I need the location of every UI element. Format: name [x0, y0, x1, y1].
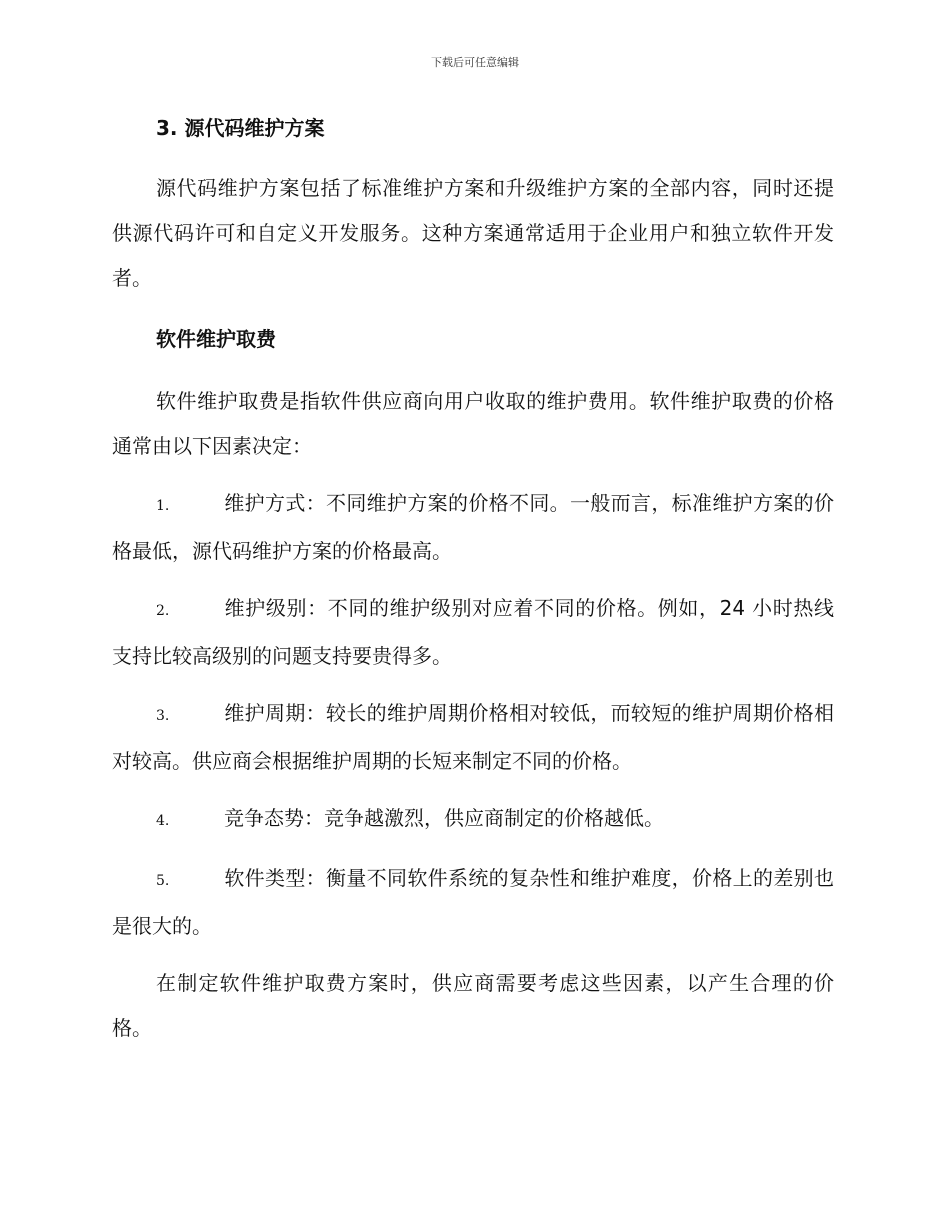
list-item-number: 4.: [156, 813, 170, 829]
list-item-number: 3.: [156, 708, 170, 724]
document-content: [112, 112, 834, 1051]
list-item: [112, 691, 834, 784]
list-item: [112, 586, 834, 679]
list-item-text: 竞争态势：竞争越激烈，供应商制定的价格越低。: [224, 806, 664, 830]
list-item: [112, 796, 834, 844]
list-item-text: 软件类型：衡量不同软件系统的复杂性和维护难度，价格上的差别也是很大的。: [112, 866, 834, 938]
list-item-text: 维护级别：不同的维护级别对应着不同的价格。例如，24 小时热线支持比较高级别的问题支持要贵得多。: [112, 596, 834, 668]
fees-intro-paragraph: 软件维护取费是指软件供应商向用户收取的维护费用。软件维护取费的价格通常由以下因素决定：: [112, 389, 834, 458]
fees-section-title: 软件维护取费: [156, 327, 276, 351]
list-item-text: 维护周期：较长的维护周期价格相对较低，而较短的维护周期价格相对较高。供应商会根据维护周期的长短来制定不同的价格。: [112, 701, 834, 773]
list-item: [112, 481, 834, 574]
list-item-number: 1.: [156, 498, 170, 514]
section-3-title: 3. 源代码维护方案: [156, 116, 325, 140]
page-header-note: 下载后可任意编辑: [431, 56, 519, 69]
section-3-paragraph: 源代码维护方案包括了标准维护方案和升级维护方案的全部内容，同时还提供源代码许可和自定义开发服务。这种方案通常适用于企业用户和独立软件开发者。: [112, 176, 834, 290]
closing-paragraph: 在制定软件维护取费方案时，供应商需要考虑这些因素，以产生合理的价格。: [112, 971, 834, 1040]
list-item: [112, 856, 834, 949]
list-item-text: 维护方式：不同维护方案的价格不同。一般而言，标准维护方案的价格最低，源代码维护方案的价格最高。: [112, 491, 834, 563]
list-item-number: 5.: [156, 873, 170, 889]
fee-factors-list: [112, 481, 834, 949]
list-item-number: 2.: [156, 603, 170, 619]
